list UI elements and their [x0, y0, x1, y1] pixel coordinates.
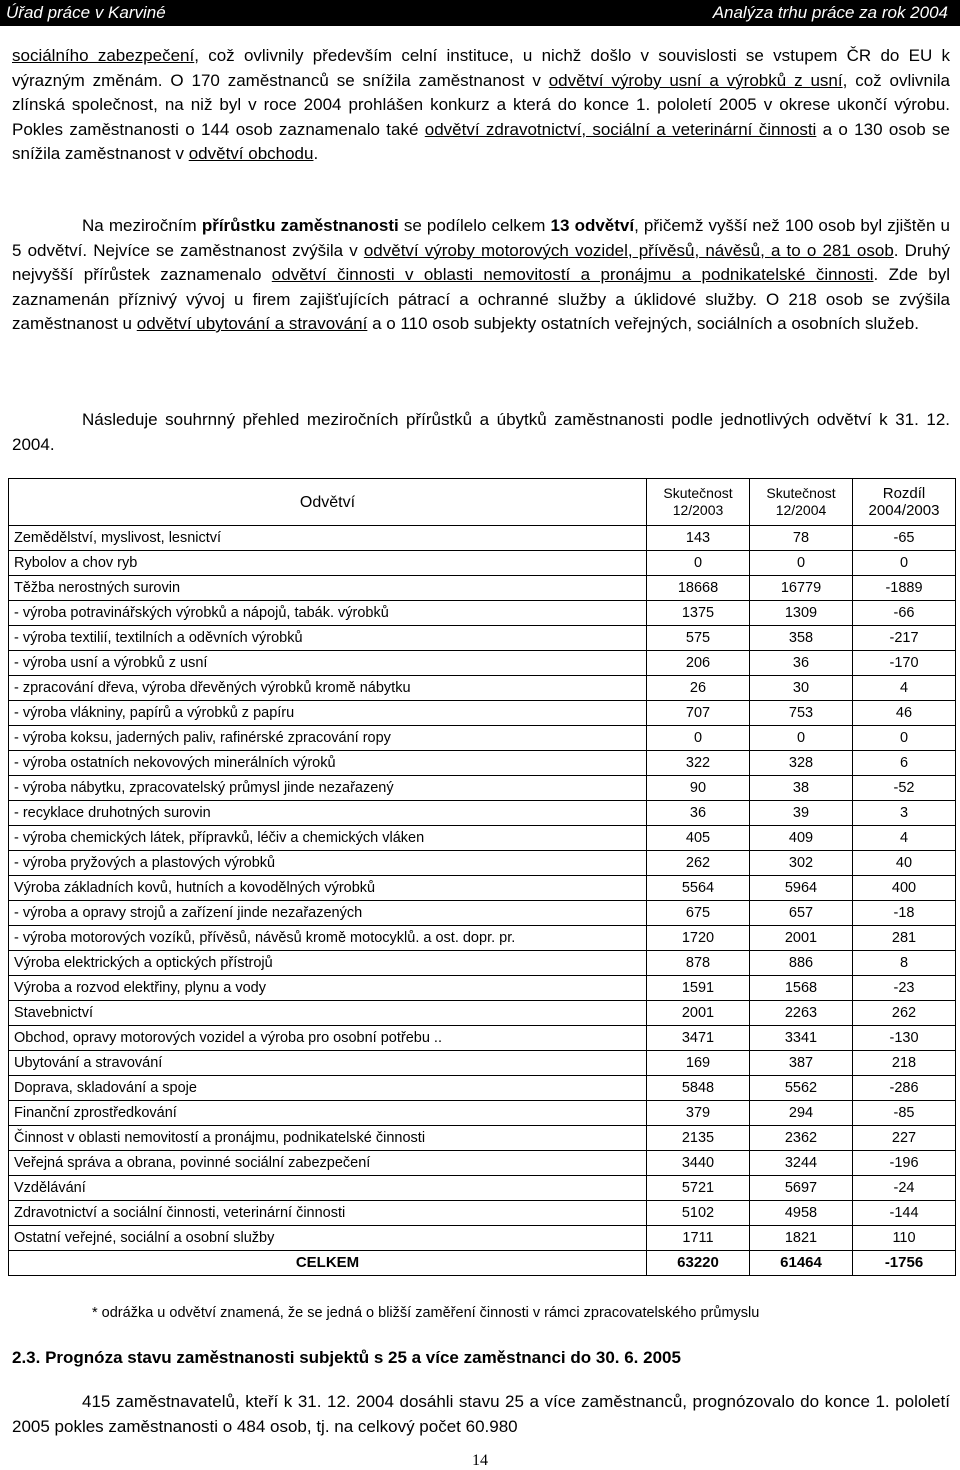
- cell-difference: 218: [853, 1051, 956, 1076]
- cell-2004: 358: [750, 626, 853, 651]
- cell-2003: 3440: [647, 1151, 750, 1176]
- total-difference: -1756: [853, 1251, 956, 1276]
- header-actual-2003-date: 12/2003: [672, 502, 724, 518]
- cell-2003: 206: [647, 651, 750, 676]
- p2-bold-2: přírůstku zaměstnanosti: [201, 216, 399, 235]
- cell-sector: Zemědělství, myslivost, lesnictví: [9, 526, 647, 551]
- header-office-name: Úřad práce v Karviné: [6, 3, 166, 22]
- cell-sector: - výroba koksu, jaderných paliv, rafinérské zpracování ropy: [9, 726, 647, 751]
- cell-2004: 2362: [750, 1126, 853, 1151]
- cell-2003: 5721: [647, 1176, 750, 1201]
- cell-2003: 262: [647, 851, 750, 876]
- cell-sector: Stavebnictví: [9, 1001, 647, 1026]
- table-row: [9, 976, 956, 1001]
- table-row: [9, 551, 956, 576]
- cell-difference: 4: [853, 826, 956, 851]
- table-total-row: [9, 1251, 956, 1276]
- total-2003: 63220: [647, 1251, 750, 1276]
- cell-2004: 1568: [750, 976, 853, 1001]
- cell-difference: -196: [853, 1151, 956, 1176]
- cell-difference: -286: [853, 1076, 956, 1101]
- cell-sector: - výroba pryžových a plastových výrobků: [9, 851, 647, 876]
- table-row: [9, 1226, 956, 1251]
- cell-2003: 5848: [647, 1076, 750, 1101]
- paragraph-forecast: 415 zaměstnavatelů, kteří k 31. 12. 2004 dosáhli stavu 25 a více zaměstnanců, prognózovalo do konce 1. pololetí 2005 pokles zaměstnanosti o 484 osob, tj. na celkový počet 60.980: [12, 1392, 950, 1436]
- cell-2004: 1821: [750, 1226, 853, 1251]
- table-row: [9, 526, 956, 551]
- cell-sector: Výroba a rozvod elektřiny, plynu a vody: [9, 976, 647, 1001]
- cell-2004: 753: [750, 701, 853, 726]
- table-row: [9, 726, 956, 751]
- cell-sector: - výroba nábytku, zpracovatelský průmysl jinde nezařazený: [9, 776, 647, 801]
- cell-2004: 4958: [750, 1201, 853, 1226]
- cell-sector: - výroba chemických látek, přípravků, léčiv a chemických vláken: [9, 826, 647, 851]
- table-row: [9, 626, 956, 651]
- cell-sector: - zpracování dřeva, výroba dřevěných výrobků kromě nábytku: [9, 676, 647, 701]
- cell-2003: 5102: [647, 1201, 750, 1226]
- cell-2003: 2135: [647, 1126, 750, 1151]
- p2-text-3: se podílelo celkem: [398, 216, 551, 235]
- cell-2003: 707: [647, 701, 750, 726]
- cell-sector: - výroba usní a výrobků z usní: [9, 651, 647, 676]
- table-row: [9, 1101, 956, 1126]
- header-sector: Odvětví: [9, 479, 647, 526]
- cell-sector: Vzdělávání: [9, 1176, 647, 1201]
- cell-sector: - výroba a opravy strojů a zařízení jinde nezařazených: [9, 901, 647, 926]
- cell-difference: -24: [853, 1176, 956, 1201]
- header-actual-2003: [647, 479, 750, 526]
- cell-difference: -52: [853, 776, 956, 801]
- p2-text-11: a o 110 osob subjekty ostatních veřejných, sociálních a osobních služeb.: [367, 314, 919, 333]
- p2-text-7: . Druhý nejvyšší přírůstek zaznamenalo: [12, 240, 950, 284]
- cell-sector: Rybolov a chov ryb: [9, 551, 647, 576]
- header-difference-years: 2004/2003: [868, 502, 940, 519]
- cell-2003: 18668: [647, 576, 750, 601]
- p2-text-1: Na meziročním: [82, 216, 202, 235]
- header-difference: [853, 479, 956, 526]
- p1-underline-1: sociálního zabezpečení: [12, 46, 195, 65]
- cell-2004: 30: [750, 676, 853, 701]
- table-body: [9, 526, 956, 1276]
- total-2004: 61464: [750, 1251, 853, 1276]
- header-actual-2004: [750, 479, 853, 526]
- cell-2003: 0: [647, 726, 750, 751]
- cell-difference: -1889: [853, 576, 956, 601]
- cell-2003: 90: [647, 776, 750, 801]
- cell-difference: -217: [853, 626, 956, 651]
- cell-2004: 387: [750, 1051, 853, 1076]
- cell-sector: Ostatní veřejné, sociální a osobní služby: [9, 1226, 647, 1251]
- cell-2003: 1720: [647, 926, 750, 951]
- cell-difference: -66: [853, 601, 956, 626]
- cell-2003: 5564: [647, 876, 750, 901]
- cell-difference: -18: [853, 901, 956, 926]
- cell-difference: -65: [853, 526, 956, 551]
- cell-2004: 36: [750, 651, 853, 676]
- cell-sector: - výroba potravinářských výrobků a nápojů, tabák. výrobků: [9, 601, 647, 626]
- cell-2003: 1375: [647, 601, 750, 626]
- cell-2004: 328: [750, 751, 853, 776]
- table-row: [9, 776, 956, 801]
- cell-2004: 2263: [750, 1001, 853, 1026]
- p2-underline-8: odvětví činnosti v oblasti nemovitostí a pronájmu a podnikatelské činnosti: [271, 265, 874, 284]
- header-report-title: Analýza trhu práce za rok 2004: [712, 3, 948, 22]
- cell-2004: 78: [750, 526, 853, 551]
- cell-2004: 5562: [750, 1076, 853, 1101]
- cell-2004: 5697: [750, 1176, 853, 1201]
- cell-sector: Ubytování a stravování: [9, 1051, 647, 1076]
- cell-difference: 110: [853, 1226, 956, 1251]
- p2-text-9: . Zde byl zaznamenán příznivý vývoj u firem zajišťujících pátrací a ochranné služby a úklidové služby. O 218 osob se zvýšila zaměstnanost u: [12, 265, 951, 333]
- page-header: [0, 0, 960, 26]
- p2-underline-10: odvětví ubytování a stravování: [136, 314, 368, 333]
- cell-2004: 302: [750, 851, 853, 876]
- cell-2004: 3244: [750, 1151, 853, 1176]
- p1-text-6: a o 130 osob se snížila zaměstnanost v: [12, 119, 950, 163]
- table-row: [9, 1001, 956, 1026]
- p2-text-5: , přičemž vyšší než 100 osob byl zjištěn u 5 odvětví. Nejvíce se zaměstnanost zvýšila v: [12, 216, 950, 260]
- table-row: [9, 1051, 956, 1076]
- table-row: [9, 751, 956, 776]
- table-row: [9, 801, 956, 826]
- cell-difference: -144: [853, 1201, 956, 1226]
- cell-difference: 40: [853, 851, 956, 876]
- cell-difference: -170: [853, 651, 956, 676]
- table-row: [9, 851, 956, 876]
- cell-sector: Finanční zprostředkování: [9, 1101, 647, 1126]
- p1-text-2: , což ovlivnily především celní instituce, u nichž došlo v souvislosti se vstupem ČR do EU k výrazným změnám. O 170 zaměstnanců se snížila zaměstnanost v: [12, 46, 951, 90]
- p2-underline-6: odvětví výroby motorových vozidel, přívěsů, návěsů, a to o 281 osob: [363, 240, 894, 260]
- table-row: [9, 576, 956, 601]
- cell-2003: 405: [647, 826, 750, 851]
- cell-2004: 16779: [750, 576, 853, 601]
- cell-2003: 575: [647, 626, 750, 651]
- cell-sector: Těžba nerostných surovin: [9, 576, 647, 601]
- cell-difference: 4: [853, 676, 956, 701]
- cell-difference: 262: [853, 1001, 956, 1026]
- cell-2004: 2001: [750, 926, 853, 951]
- cell-2003: 3471: [647, 1026, 750, 1051]
- paragraph-decreases: [12, 44, 950, 167]
- cell-2004: 5964: [750, 876, 853, 901]
- cell-difference: -85: [853, 1101, 956, 1126]
- cell-2003: 1711: [647, 1226, 750, 1251]
- cell-difference: 46: [853, 701, 956, 726]
- table-footnote: * odrážka u odvětví znamená, že se jedná o bližší zaměření činnosti v rámci zpracovatelského průmyslu: [92, 1305, 760, 1321]
- p1-text-8: .: [313, 144, 319, 163]
- cell-sector: - recyklace druhotných surovin: [9, 801, 647, 826]
- cell-sector: - výroba vlákniny, papírů a výrobků z papíru: [9, 701, 647, 726]
- cell-difference: 281: [853, 926, 956, 951]
- p1-text-4: , což ovlivnila zlínská společnost, na niž byl v roce 2004 prohlášen konkurz a která do konce 1. pololetí 2005 v okrese ukončí výrobu. Pokles zaměstnanosti o 144 osob zaznamenalo také: [12, 70, 950, 139]
- cell-2004: 1309: [750, 601, 853, 626]
- cell-2004: 3341: [750, 1026, 853, 1051]
- table-row: [9, 1026, 956, 1051]
- table-row: [9, 601, 956, 626]
- p1-underline-3: odvětví výroby usní a výrobků z usní: [548, 70, 843, 90]
- cell-sector: Výroba elektrických a optických přístrojů: [9, 951, 647, 976]
- header-difference-label: Rozdíl: [882, 485, 926, 502]
- paragraph-table-intro: Následuje souhrnný přehled meziročních přírůstků a úbytků zaměstnanosti podle jednotlivých odvětví k 31. 12. 2004.: [12, 410, 950, 454]
- cell-sector: Obchod, opravy motorových vozidel a výroba pro osobní potřebu ..: [9, 1026, 647, 1051]
- cell-2004: 294: [750, 1101, 853, 1126]
- cell-2004: 0: [750, 726, 853, 751]
- cell-difference: 400: [853, 876, 956, 901]
- table-row: [9, 1201, 956, 1226]
- cell-difference: 3: [853, 801, 956, 826]
- table-row: [9, 1176, 956, 1201]
- header-actual-2004-label: Skutečnost: [766, 485, 836, 501]
- cell-difference: 0: [853, 726, 956, 751]
- table-row: [9, 1151, 956, 1176]
- cell-2003: 2001: [647, 1001, 750, 1026]
- table-row: [9, 1076, 956, 1101]
- cell-2003: 1591: [647, 976, 750, 1001]
- table-row: [9, 951, 956, 976]
- cell-sector: Veřejná správa a obrana, povinné sociální zabezpečení: [9, 1151, 647, 1176]
- table-row: [9, 901, 956, 926]
- cell-difference: 8: [853, 951, 956, 976]
- cell-2004: 886: [750, 951, 853, 976]
- table-row: [9, 926, 956, 951]
- cell-difference: -130: [853, 1026, 956, 1051]
- header-actual-2003-label: Skutečnost: [663, 485, 733, 501]
- p1-underline-7: odvětví obchodu: [188, 144, 314, 163]
- cell-difference: 0: [853, 551, 956, 576]
- cell-2003: 26: [647, 676, 750, 701]
- cell-2003: 878: [647, 951, 750, 976]
- table-header-row: [9, 479, 956, 526]
- cell-sector: - výroba motorových vozíků, přívěsů, návěsů kromě motocyklů. a ost. dopr. pr.: [9, 926, 647, 951]
- table-row: [9, 826, 956, 851]
- p2-bold-4: 13 odvětví: [550, 216, 635, 235]
- cell-sector: Zdravotnictví a sociální činnosti, veterinární činnosti: [9, 1201, 647, 1226]
- cell-2003: 143: [647, 526, 750, 551]
- cell-2004: 409: [750, 826, 853, 851]
- header-actual-2004-date: 12/2004: [775, 502, 827, 518]
- section-title: 2.3. Prognóza stavu zaměstnanosti subjektů s 25 a více zaměstnanci do 30. 6. 2005: [12, 1348, 681, 1367]
- cell-difference: 227: [853, 1126, 956, 1151]
- cell-difference: -23: [853, 976, 956, 1001]
- cell-2003: 36: [647, 801, 750, 826]
- total-label: CELKEM: [9, 1251, 647, 1276]
- cell-sector: - výroba textilií, textilních a oděvních výrobků: [9, 626, 647, 651]
- cell-2004: 657: [750, 901, 853, 926]
- table-row: [9, 701, 956, 726]
- employment-table: [8, 478, 956, 1276]
- cell-2003: 322: [647, 751, 750, 776]
- p1-underline-5: odvětví zdravotnictví, sociální a veterinární činnosti: [424, 119, 817, 139]
- table-row: [9, 676, 956, 701]
- cell-2003: 675: [647, 901, 750, 926]
- table-row: [9, 1126, 956, 1151]
- cell-2003: 169: [647, 1051, 750, 1076]
- cell-difference: 6: [853, 751, 956, 776]
- cell-sector: Činnost v oblasti nemovitostí a pronájmu, podnikatelské činnosti: [9, 1126, 647, 1151]
- cell-2004: 39: [750, 801, 853, 826]
- cell-2004: 0: [750, 551, 853, 576]
- cell-sector: Výroba základních kovů, hutních a kovodělných výrobků: [9, 876, 647, 901]
- paragraph-increases: [12, 214, 950, 337]
- cell-2004: 38: [750, 776, 853, 801]
- table-row: [9, 876, 956, 901]
- cell-2003: 0: [647, 551, 750, 576]
- table-row: [9, 651, 956, 676]
- page-number: 14: [472, 1452, 488, 1469]
- cell-sector: - výroba ostatních nekovových minerálních výroků: [9, 751, 647, 776]
- cell-2003: 379: [647, 1101, 750, 1126]
- cell-sector: Doprava, skladování a spoje: [9, 1076, 647, 1101]
